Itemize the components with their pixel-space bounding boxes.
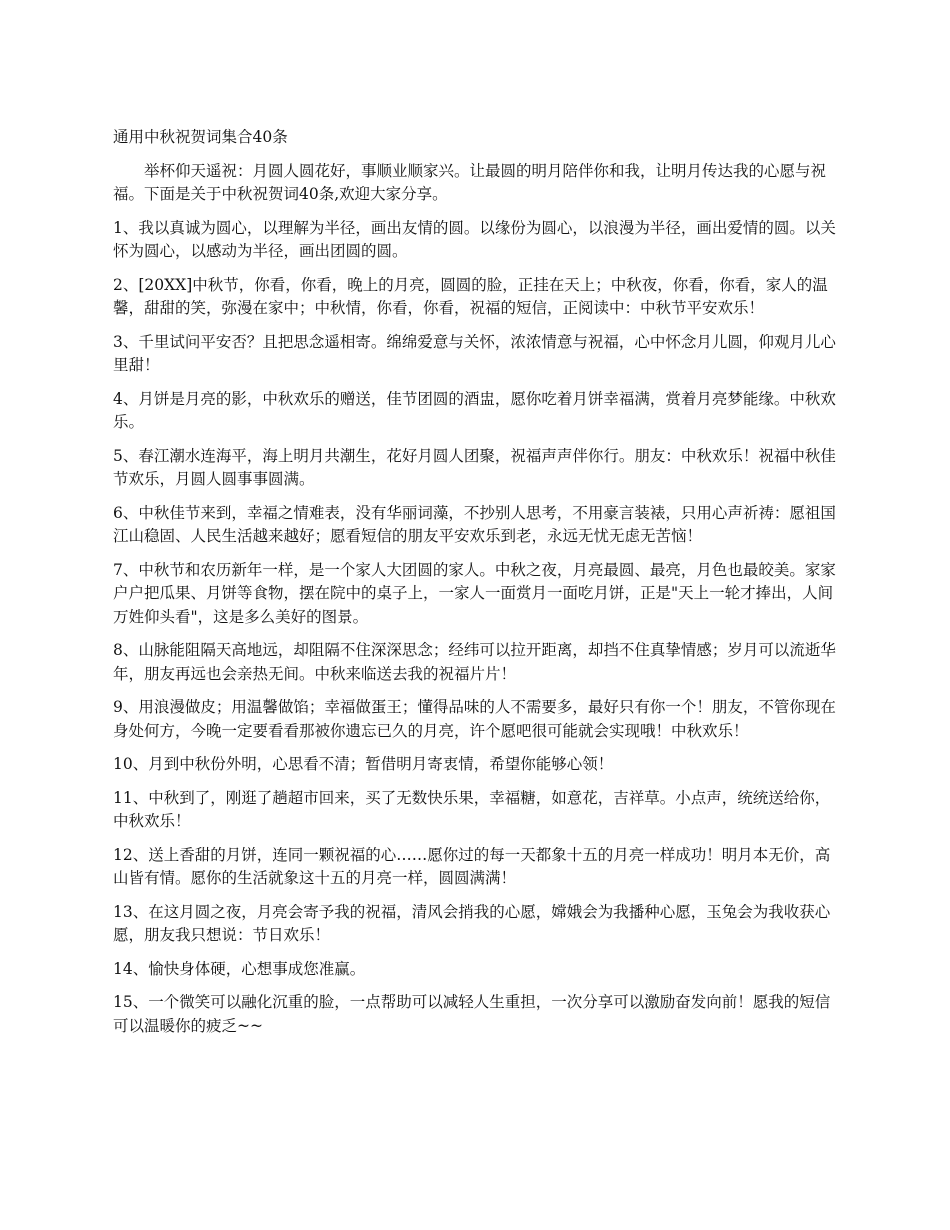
wish-item-14: 14、愉快身体硬，心想事成您准赢。 [113,959,366,978]
wish-item-10: 10、月到中秋份外明，心思看不清；暂借明月寄衷情，希望你能够心领！ [113,755,614,773]
wish-item-3: 3、千里试问平安否？且把思念遥相寄。绵绵爱意与关怀，浓浓情意与祝福，心中怀念月儿圆，仰观月儿心里甜！ [113,332,836,374]
wish-item-11: 11、中秋到了，刚逛了趟超市回来，买了无数快乐果，幸福糖，如意花，吉祥草。小点声，统统送给你，中秋欢乐！ [113,788,831,830]
document-page [113,126,843,1048]
wish-item-6: 6、中秋佳节来到，幸福之情难表，没有华丽词藻，不抄别人思考，不用豪言装裱，只用心声祈祷：愿祖国江山稳固、人民生活越来越好；愿看短信的朋友平安欢乐到老，永远无忧无虑无苦恼！ [113,503,836,545]
wish-item-7: 7、中秋节和农历新年一样，是一个家人大团圆的家人。中秋之夜，月亮最圆、最亮，月色也最皎美。家家户户把瓜果、月饼等食物，摆在院中的桌子上，一家人一面赏月一面吃月饼，正是"天上一轮才捧出，人间万姓仰头看"，这是多么美好的图景。 [113,560,836,626]
wish-item-9: 9、用浪漫做皮；用温馨做馅；幸福做蛋王；懂得品味的人不需要多，最好只有你一个！朋友，不管你现在身处何方，今晚一定要看看那被你遗忘已久的月亮，许个愿吧很可能就会实现哦！中秋欢乐！ [113,698,836,740]
wish-item-5: 5、春江潮水连海平，海上明月共潮生，花好月圆人团聚，祝福声声伴你行。朋友：中秋欢乐！祝福中秋佳节欢乐，月圆人圆事事圆满。 [113,446,836,488]
wish-item-4: 4、月饼是月亮的影，中秋欢乐的赠送，佳节团圆的酒盅，愿你吃着月饼幸福满，赏着月亮梦能缘。中秋欢乐。 [113,389,836,431]
document-title: 通用中秋祝贺词集合40条 [113,128,288,146]
wish-item-1: 1、我以真诚为圆心，以理解为半径，画出友情的圆。以缘份为圆心，以浪漫为半径，画出爱情的圆。以关怀为圆心，以感动为半径，画出团圆的圆。 [113,218,836,260]
wish-item-13: 13、在这月圆之夜，月亮会寄予我的祝福，清风会捎我的心愿，嫦娥会为我播种心愿，玉兔会为我收获心愿，朋友我只想说：节日欢乐！ [113,902,831,944]
wish-item-8: 8、山脉能阻隔天高地远，却阻隔不住深深思念；经纬可以拉开距离，却挡不住真挚情感；岁月可以流逝华年，朋友再远也会亲热无间。中秋来临送去我的祝福片片！ [113,641,836,683]
wish-item-15: 15、一个微笑可以融化沉重的脸，一点帮助可以减轻人生重担，一次分享可以激励奋发向前！愿我的短信可以温暖你的疲乏~~ [113,993,831,1035]
intro-paragraph: 举杯仰天遥祝：月圆人圆花好，事顺业顺家兴。让最圆的明月陪伴你和我，让明月传达我的心愿与祝福。下面是关于中秋祝贺词40条,欢迎大家分享。 [113,161,827,203]
wish-item-2: 2、[20XX]中秋节，你看，你看，晚上的月亮，圆圆的脸，正挂在天上；中秋夜，你看，你看，家人的温馨，甜甜的笑，弥漫在家中；中秋情，你看，你看，祝福的短信，正阅读中：中秋节平安欢乐！ [113,275,828,317]
wish-item-12: 12、送上香甜的月饼，连同一颗祝福的心……愿你过的每一天都象十五的月亮一样成功！明月本无价，高山皆有情。愿你的生活就象这十五的月亮一样，圆圆满满！ [113,845,831,887]
